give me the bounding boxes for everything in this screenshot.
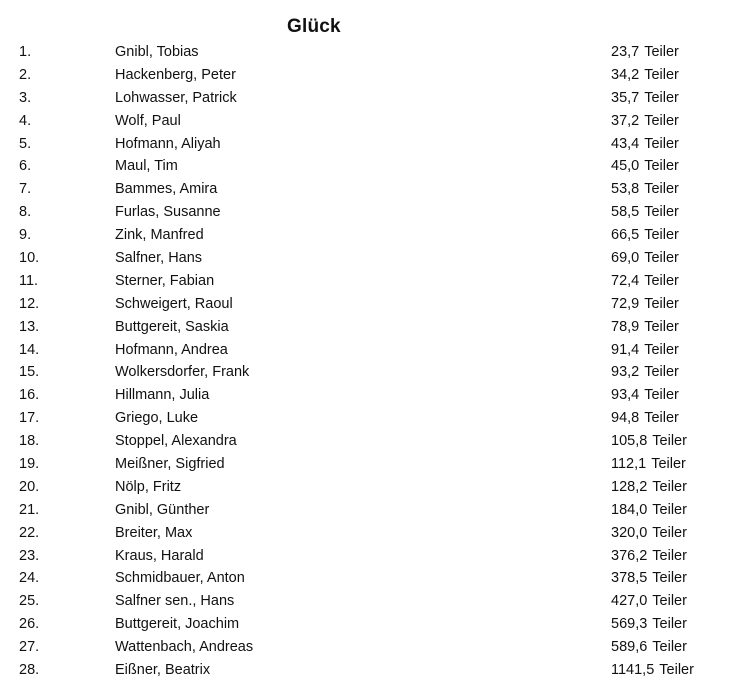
- rank-label: 11.: [19, 272, 39, 289]
- score-number: 569,3: [611, 616, 648, 633]
- participant-name: Hofmann, Aliyah: [115, 135, 221, 152]
- score-unit: Teiler: [644, 250, 679, 267]
- score-value: [611, 64, 679, 87]
- score-unit: Teiler: [652, 570, 687, 587]
- participant-name: Wolkersdorfer, Frank: [115, 364, 250, 381]
- participant-name: Maul, Tim: [115, 158, 178, 175]
- score-value: [611, 224, 679, 247]
- score-number: 93,4: [611, 387, 640, 404]
- score-value: [611, 339, 679, 362]
- list-item: [0, 155, 745, 178]
- score-value: [611, 407, 679, 430]
- list-item: [0, 133, 745, 156]
- score-number: 376,2: [611, 547, 648, 564]
- score-number: 320,0: [611, 524, 648, 541]
- score-number: 69,0: [611, 250, 640, 267]
- score-value: [611, 201, 679, 224]
- score-unit: Teiler: [644, 112, 679, 129]
- score-value: [611, 476, 687, 499]
- score-value: [611, 545, 687, 568]
- participant-name: Hillmann, Julia: [115, 387, 210, 404]
- participant-name: Breiter, Max: [115, 524, 193, 541]
- participant-name: Sterner, Fabian: [115, 272, 215, 289]
- score-value: [611, 247, 679, 270]
- rank-label: 4.: [19, 112, 32, 129]
- score-number: 23,7: [611, 44, 640, 60]
- score-number: 34,2: [611, 66, 640, 83]
- list-item: [0, 41, 745, 64]
- score-number: 184,0: [611, 501, 648, 518]
- score-unit: Teiler: [644, 158, 679, 175]
- score-unit: Teiler: [652, 524, 687, 541]
- score-number: 94,8: [611, 410, 640, 427]
- score-unit: Teiler: [651, 456, 686, 473]
- score-number: 66,5: [611, 227, 640, 244]
- rank-label: 7.: [19, 181, 32, 198]
- participant-name: Zink, Manfred: [115, 227, 204, 244]
- score-unit: Teiler: [644, 272, 679, 289]
- rank-label: 10.: [19, 250, 40, 267]
- rank-label: 6.: [19, 158, 32, 175]
- score-number: 105,8: [611, 433, 648, 450]
- score-number: 72,4: [611, 272, 640, 289]
- rank-label: 8.: [19, 204, 32, 221]
- participant-name: Schweigert, Raoul: [115, 295, 233, 312]
- score-number: 72,9: [611, 295, 640, 312]
- score-unit: Teiler: [644, 181, 679, 198]
- score-unit: Teiler: [644, 410, 679, 427]
- score-number: 35,7: [611, 89, 640, 106]
- list-item: [0, 201, 745, 224]
- rank-label: 13.: [19, 318, 40, 335]
- score-number: 112,1: [611, 456, 647, 473]
- participant-name: Griego, Luke: [115, 410, 199, 427]
- participant-name: Gnibl, Günther: [115, 501, 210, 518]
- rank-label: 28.: [19, 662, 40, 679]
- score-unit: Teiler: [644, 295, 679, 312]
- list-item: [0, 316, 745, 339]
- page-title: Glück: [287, 16, 341, 37]
- score-number: 91,4: [611, 341, 640, 358]
- participant-name: Buttgereit, Saskia: [115, 318, 229, 335]
- score-value: [611, 430, 687, 453]
- participant-name: Wattenbach, Andreas: [115, 639, 254, 656]
- score-value: [611, 384, 679, 407]
- rank-label: 12.: [19, 295, 40, 312]
- score-value: [611, 293, 679, 316]
- score-value: [611, 133, 679, 156]
- rank-label: 15.: [19, 364, 40, 381]
- score-value: [611, 87, 679, 110]
- participant-name: Bammes, Amira: [115, 181, 218, 198]
- score-unit: Teiler: [652, 478, 687, 495]
- rank-label: 22.: [19, 524, 40, 541]
- participant-name: Meißner, Sigfried: [115, 456, 225, 473]
- rank-label: 26.: [19, 616, 40, 633]
- list-item: [0, 545, 745, 568]
- score-value: [611, 499, 687, 522]
- score-value: [611, 522, 687, 545]
- score-number: 37,2: [611, 112, 640, 129]
- list-item: [0, 224, 745, 247]
- list-item: [0, 522, 745, 545]
- score-unit: Teiler: [652, 433, 687, 450]
- score-unit: Teiler: [644, 227, 679, 244]
- score-value: [611, 613, 687, 636]
- score-unit: Teiler: [652, 593, 687, 610]
- score-unit: Teiler: [644, 44, 679, 60]
- score-unit: Teiler: [652, 616, 687, 633]
- participant-name: Furlas, Susanne: [115, 204, 221, 221]
- score-unit: Teiler: [644, 364, 679, 381]
- list-item: [0, 659, 745, 682]
- list-item: [0, 87, 745, 110]
- list-item: [0, 247, 745, 270]
- score-number: 128,2: [611, 478, 648, 495]
- list-item: [0, 178, 745, 201]
- score-value: [611, 361, 679, 384]
- score-number: 1141,5: [611, 662, 655, 679]
- score-value: [611, 41, 679, 64]
- rank-label: 9.: [19, 227, 32, 244]
- participant-name: Salfner, Hans: [115, 250, 203, 267]
- score-number: 58,5: [611, 204, 640, 221]
- score-number: 53,8: [611, 181, 640, 198]
- list-item: [0, 64, 745, 87]
- score-unit: Teiler: [644, 318, 679, 335]
- rank-label: 16.: [19, 387, 40, 404]
- list-item: [0, 430, 745, 453]
- ranking-list: [0, 41, 745, 682]
- score-value: [611, 270, 679, 293]
- list-item: [0, 499, 745, 522]
- participant-name: Hackenberg, Peter: [115, 66, 236, 83]
- score-unit: Teiler: [644, 204, 679, 221]
- participant-name: Buttgereit, Joachim: [115, 616, 240, 633]
- score-value: [611, 316, 679, 339]
- score-value: [611, 155, 679, 178]
- participant-name: Schmidbauer, Anton: [115, 570, 245, 587]
- list-item: [0, 270, 745, 293]
- rank-label: 21.: [19, 501, 40, 518]
- rank-label: 20.: [19, 478, 40, 495]
- score-unit: Teiler: [652, 501, 687, 518]
- rank-label: 14.: [19, 341, 40, 358]
- score-value: [611, 453, 686, 476]
- score-number: 78,9: [611, 318, 640, 335]
- score-unit: Teiler: [652, 639, 687, 656]
- participant-name: Wolf, Paul: [115, 112, 181, 129]
- participant-name: Kraus, Harald: [115, 547, 204, 564]
- rank-label: 24.: [19, 570, 40, 587]
- score-number: 378,5: [611, 570, 648, 587]
- score-value: [611, 590, 687, 613]
- rank-label: 17.: [19, 410, 40, 427]
- list-item: [0, 110, 745, 133]
- score-number: 45,0: [611, 158, 640, 175]
- participant-name: Hofmann, Andrea: [115, 341, 228, 358]
- rank-label: 23.: [19, 547, 40, 564]
- list-item: [0, 407, 745, 430]
- rank-label: 25.: [19, 593, 40, 610]
- score-value: [611, 110, 679, 133]
- score-number: 589,6: [611, 639, 648, 656]
- list-item: [0, 613, 745, 636]
- score-unit: Teiler: [652, 547, 687, 564]
- score-number: 43,4: [611, 135, 640, 152]
- score-unit: Teiler: [659, 662, 694, 679]
- list-item: [0, 384, 745, 407]
- list-item: [0, 476, 745, 499]
- rank-label: 2.: [19, 66, 32, 83]
- participant-name: Eißner, Beatrix: [115, 662, 211, 679]
- participant-name: Lohwasser, Patrick: [115, 89, 237, 106]
- participant-name: Nölp, Fritz: [115, 478, 182, 495]
- list-item: [0, 293, 745, 316]
- list-item: [0, 590, 745, 613]
- rank-label: 19.: [19, 456, 40, 473]
- participant-name: Gnibl, Tobias: [115, 44, 199, 60]
- list-item: [0, 361, 745, 384]
- participant-name: Salfner sen., Hans: [115, 593, 235, 610]
- list-item: [0, 453, 745, 476]
- score-number: 93,2: [611, 364, 640, 381]
- score-number: 427,0: [611, 593, 648, 610]
- score-unit: Teiler: [644, 89, 679, 106]
- rank-label: 18.: [19, 433, 40, 450]
- list-item: [0, 567, 745, 590]
- score-value: [611, 636, 687, 659]
- score-unit: Teiler: [644, 341, 679, 358]
- score-unit: Teiler: [644, 135, 679, 152]
- rank-label: 3.: [19, 89, 32, 106]
- score-value: [611, 178, 679, 201]
- score-value: [611, 659, 694, 682]
- rank-label: 5.: [19, 135, 32, 152]
- rank-label: 27.: [19, 639, 40, 656]
- rank-label: 1.: [19, 44, 32, 60]
- list-item: [0, 636, 745, 659]
- score-value: [611, 567, 687, 590]
- score-unit: Teiler: [644, 66, 679, 83]
- list-item: [0, 339, 745, 362]
- score-unit: Teiler: [644, 387, 679, 404]
- participant-name: Stoppel, Alexandra: [115, 433, 237, 450]
